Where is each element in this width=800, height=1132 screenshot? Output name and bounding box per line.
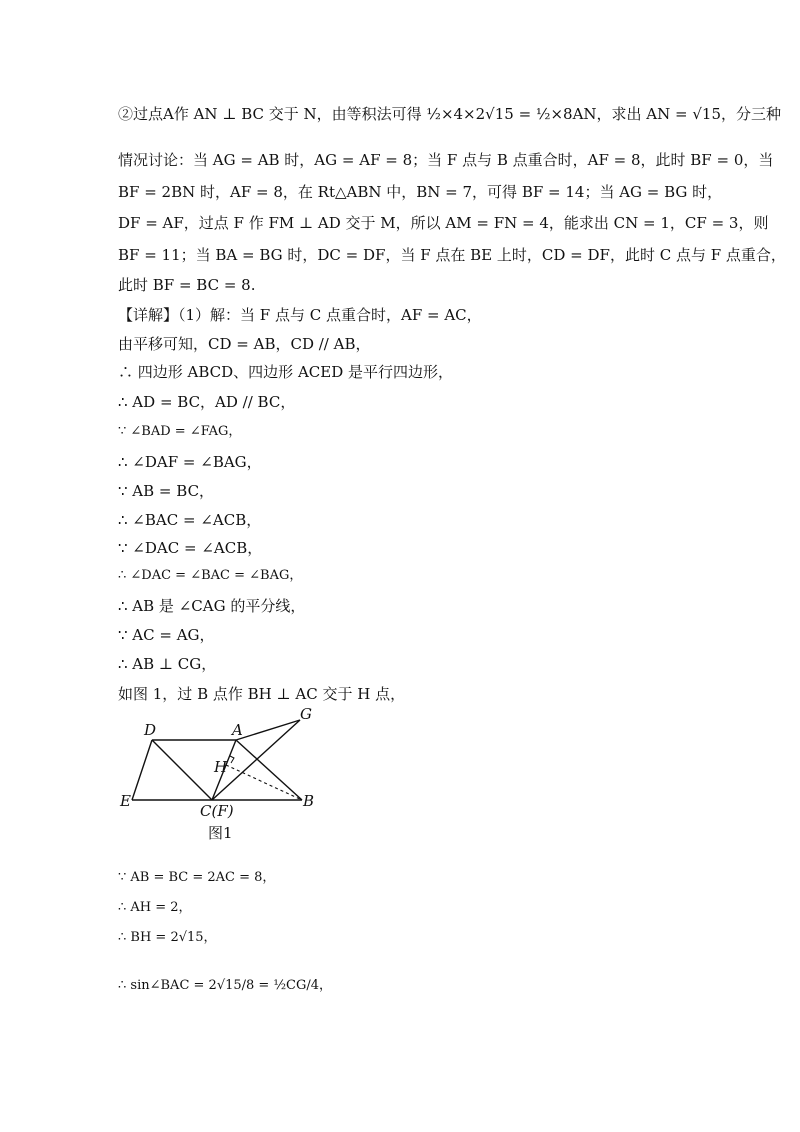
text-line: ∵ AC = AG， [118,626,215,644]
text-line: 此时 BF = BC = 8. [118,276,256,294]
segment-de [132,740,152,800]
text-line: ∴ AD = BC，AD // BC， [118,393,296,411]
text-line: ∵ AB = BC = 2AC = 8， [118,870,276,885]
segment-dc [152,740,212,800]
text-line: ∵ ∠BAD = ∠FAG， [118,424,242,439]
label-b: B [303,792,315,810]
text-line: ∴ AB 是 ∠CAG 的平分线， [118,597,306,615]
label-g: G [300,708,312,723]
text-line: ∵ AB = BC， [118,482,215,500]
text-line: ∵ ∠DAC = ∠ACB， [118,539,263,557]
text-line: ∴ AB ⊥ CG， [118,655,217,673]
label-d: D [144,721,157,739]
label-e: E [120,792,131,810]
text-line: 由平移可知，CD = AB，CD // AB， [118,335,371,353]
text-line: ∴ 四边形 ABCD、四边形 ACED 是平行四边形， [118,363,453,381]
text-line: 如图 1，过 B 点作 BH ⊥ AC 交于 H 点， [118,685,406,703]
label-cf: C(F) [200,802,234,820]
text-line: 【详解】（1）解：当 F 点与 C 点重合时，AF = AC， [118,306,482,324]
label-a: A [232,721,243,739]
text-line: BF = 2BN 时，AF = 8，在 Rt△ABN 中，BN = 7，可得 BF = 14；当 AG = BG 时， [118,183,723,201]
text-line: ∴ ∠DAC = ∠BAC = ∠BAG， [118,568,303,583]
text-line: ∴ sin∠BAC = 2√15/8 = ½CG/4， [118,978,333,993]
text-line: ∴ ∠DAF = ∠BAG， [118,453,262,471]
segment-ag [236,720,300,740]
label-h: H [214,758,228,776]
text-line: ∴ ∠BAC = ∠ACB， [118,511,262,529]
right-angle-mark [230,756,234,763]
text-line: ②过点A作 AN ⊥ BC 交于 N，由等积法可得 ½×4×2√15 = ½×8AN，求出 AN = √15，分三种 [118,105,782,123]
text-line: ∴ AH = 2， [118,900,192,915]
figure-caption: 图1 [208,824,233,842]
text-line: BF = 11；当 BA = BG 时，DC = DF，当 F 点在 BE 上时，CD = DF，此时 C 点与 F 点重合， [118,246,786,264]
text-line: DF = AF，过点 F 作 FM ⊥ AD 交于 M，所以 AM = FN = 4，能求出 CN = 1，CF = 3，则 [118,214,769,232]
text-line: ∴ BH = 2√15， [118,930,217,945]
text-line: 情况讨论：当 AG = AB 时，AG = AF = 8；当 F 点与 B 点重合时，AF = 8，此时 BF = 0，当 [118,151,774,169]
segment-bh-dashed [226,765,302,800]
geometry-figure-1 [110,708,340,848]
